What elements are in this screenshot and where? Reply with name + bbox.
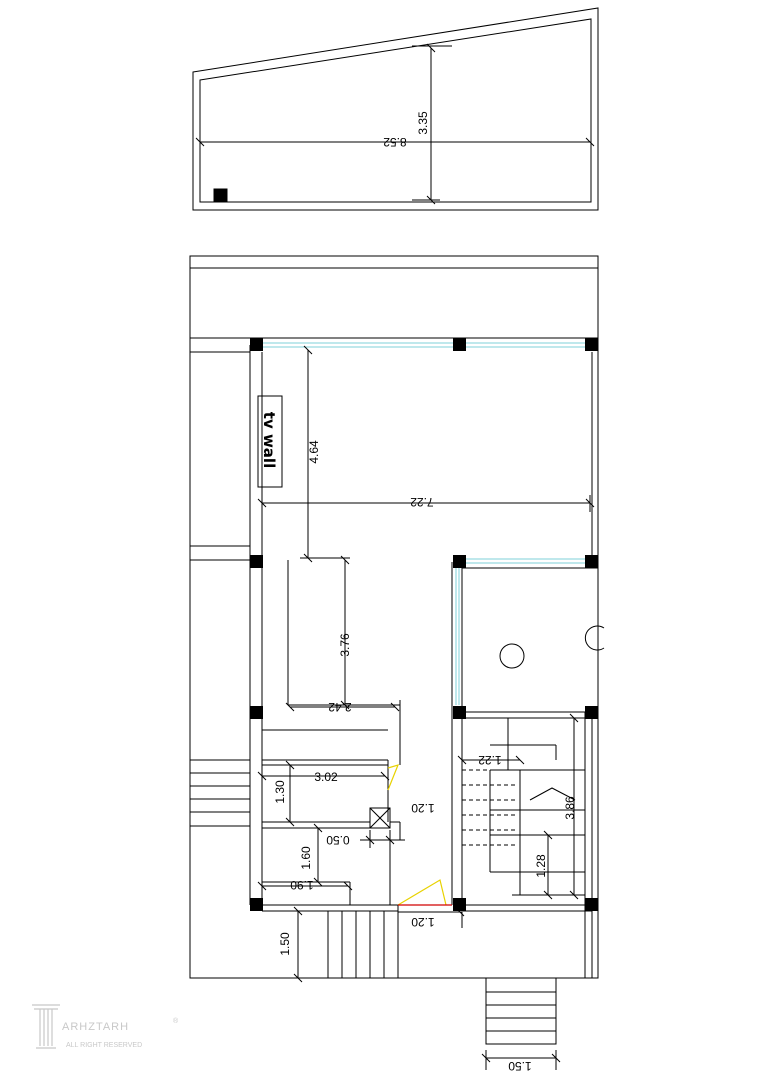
plant-circle bbox=[500, 644, 524, 668]
columns bbox=[250, 338, 598, 911]
rear-steps bbox=[486, 978, 556, 1044]
front-steps bbox=[328, 905, 398, 978]
dim-bath-width: 1.90 bbox=[290, 878, 314, 892]
watermark-title: ARHZTARH bbox=[62, 1021, 130, 1033]
dim-room-width: 3.02 bbox=[314, 770, 338, 784]
dim-rear-steps-width: 1.50 bbox=[508, 1059, 532, 1073]
dim-stair-depth: 3.86 bbox=[563, 796, 577, 820]
dim-bath-depth: 1.60 bbox=[299, 846, 313, 870]
dim-front-steps-depth: 1.50 bbox=[278, 932, 292, 956]
roof-dim-width: 8.52 bbox=[383, 135, 407, 149]
watermark-subtitle: ALL RIGHT RESERVED bbox=[66, 1042, 143, 1049]
dim-shaft-width: 0.50 bbox=[326, 833, 350, 847]
dim-stair-flight-width: 1.22 bbox=[478, 753, 502, 767]
roof-drain bbox=[214, 189, 227, 202]
plant-circle bbox=[585, 626, 604, 650]
dim-corridor-depth: 3.76 bbox=[338, 633, 352, 657]
dim-living-width: 7.22 bbox=[410, 495, 434, 509]
dim-living-depth: 4.64 bbox=[307, 440, 321, 464]
door-swings bbox=[388, 765, 452, 905]
dim-corridor-width: 2.42 bbox=[328, 700, 352, 714]
dim-door-1: 1.20 bbox=[411, 801, 435, 815]
registered-mark: ® bbox=[173, 1018, 179, 1025]
roof-plan bbox=[193, 8, 598, 210]
floor-plan bbox=[190, 256, 604, 1070]
roof-inner-outline bbox=[200, 19, 591, 202]
dim-room-depth: 1.30 bbox=[273, 780, 287, 804]
watermark-logo bbox=[32, 1005, 179, 1049]
roof-outline bbox=[193, 8, 598, 210]
column-logo-icon bbox=[32, 1005, 60, 1048]
tv-wall-label: tv wall bbox=[260, 411, 278, 469]
roof-dim-depth: 3.35 bbox=[416, 111, 430, 135]
dim-door-2: 1.20 bbox=[411, 915, 435, 929]
dim-stair-landing: 1.28 bbox=[534, 854, 548, 878]
